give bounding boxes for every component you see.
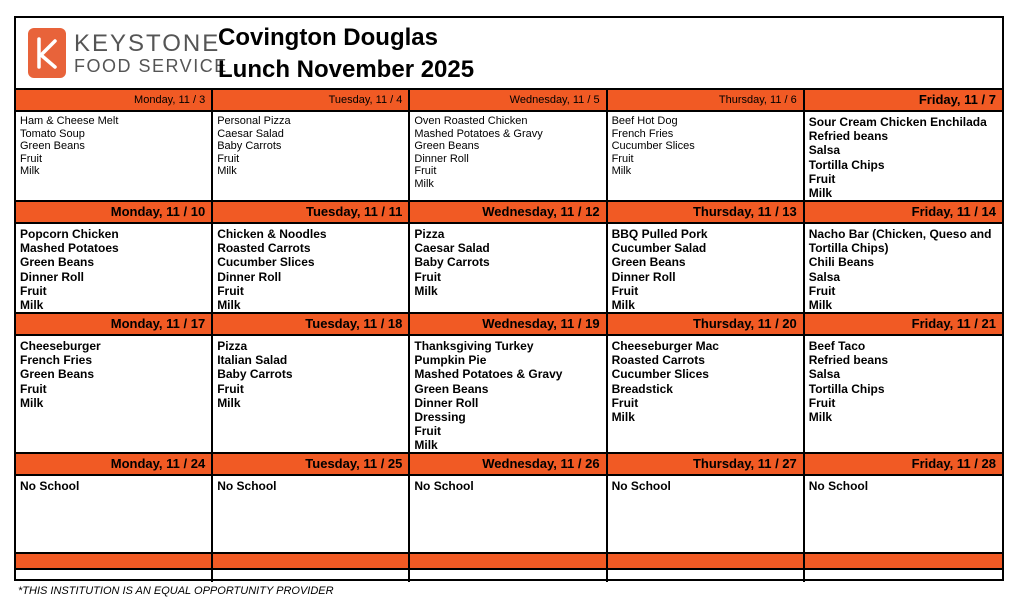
menu-item: Pizza — [414, 227, 445, 241]
day-header: Friday, 11 / 21 — [805, 314, 1002, 336]
day-header: Friday, 11 / 7 — [805, 90, 1002, 112]
day-cell — [608, 202, 805, 312]
day-menu — [16, 112, 211, 200]
school-name: Covington Douglas — [218, 24, 438, 51]
day-menu — [805, 224, 1002, 312]
menu-item: Cucumber Slices — [217, 255, 315, 270]
day-menu — [608, 112, 803, 200]
day-menu — [16, 570, 211, 582]
keystone-logo — [28, 28, 228, 82]
keystone-k-icon — [28, 28, 66, 78]
menu-item: Fruit — [217, 283, 244, 298]
day-header: Wednesday, 11 / 12 — [410, 202, 605, 224]
day-cell — [410, 90, 607, 200]
menu-month: Lunch November 2025 — [218, 56, 475, 83]
week-row — [16, 552, 1002, 582]
menu-item: Mashed Potatoes & Gravy — [414, 367, 563, 382]
menu-item: Milk — [414, 177, 434, 190]
day-header: Tuesday, 11 / 11 — [213, 202, 408, 224]
day-header: Tuesday, 11 / 4 — [213, 90, 408, 112]
menu-item: Sour Cream Chicken Enchilada — [808, 115, 987, 129]
menu-item: Tortilla Chips — [808, 381, 885, 396]
menu-item: Milk — [217, 395, 241, 410]
menu-item: Salsa — [808, 143, 841, 158]
menu-item: Milk — [20, 298, 44, 312]
menu-item: Beef Taco — [808, 339, 866, 353]
menu-item: Cheeseburger — [20, 339, 101, 353]
day-cell — [608, 554, 805, 582]
menu-item: Salsa — [808, 269, 841, 284]
menu-item: Baby Carrots — [217, 367, 293, 382]
menu-header — [16, 18, 1002, 90]
day-menu — [805, 476, 1002, 552]
day-cell — [805, 202, 1002, 312]
day-cell — [16, 90, 213, 200]
menu-item: Fruit — [20, 152, 42, 165]
equal-opportunity-note: *THIS INSTITUTION IS AN EQUAL OPPORTUNITY PROVIDER — [18, 585, 334, 597]
day-menu — [608, 570, 803, 582]
day-cell — [805, 314, 1002, 452]
day-header: Thursday, 11 / 13 — [608, 202, 803, 224]
day-menu — [608, 476, 803, 552]
day-cell — [805, 90, 1002, 200]
menu-item: No School — [20, 479, 80, 493]
menu-item: Milk — [611, 165, 632, 178]
week-row — [16, 200, 1002, 312]
day-menu — [410, 570, 605, 582]
menu-item: Milk — [414, 283, 438, 298]
menu-item: Refried beans — [808, 353, 889, 368]
menu-item: Pumpkin Pie — [414, 353, 487, 368]
day-header: Wednesday, 11 / 19 — [410, 314, 605, 336]
menu-item: Baby Carrots — [414, 255, 490, 270]
menu-item: Popcorn Chicken — [20, 227, 119, 241]
menu-item: Fruit — [808, 171, 836, 186]
menu-item: Dinner Roll — [217, 269, 282, 284]
day-menu — [213, 570, 408, 582]
day-cell — [16, 314, 213, 452]
menu-item: Breadstick — [611, 381, 673, 396]
menu-item: BBQ Pulled Pork — [611, 227, 708, 241]
menu-item: Fruit — [611, 283, 639, 298]
menu-item: Oven Roasted Chicken — [414, 115, 528, 127]
day-menu — [16, 336, 211, 452]
menu-item: Thanksgiving Turkey — [414, 339, 534, 353]
menu-item: Fruit — [20, 283, 47, 298]
menu-item: Chili Beans — [808, 255, 875, 270]
menu-item: Ham & Cheese Melt — [20, 115, 119, 127]
day-menu — [16, 476, 211, 552]
menu-item: Green Beans — [611, 255, 686, 270]
day-menu — [16, 224, 211, 312]
day-header — [805, 554, 1002, 570]
day-menu — [410, 476, 605, 552]
menu-item: Tortilla Chips) — [808, 241, 889, 256]
day-menu — [805, 570, 1002, 582]
day-cell — [16, 202, 213, 312]
day-menu — [213, 112, 408, 200]
menu-item: Fruit — [20, 381, 47, 396]
day-header: Wednesday, 11 / 26 — [410, 454, 605, 476]
menu-item: Caesar Salad — [414, 241, 490, 256]
menu-item: Milk — [217, 298, 241, 312]
day-header: Monday, 11 / 17 — [16, 314, 211, 336]
day-cell — [213, 454, 410, 552]
menu-item: Fruit — [808, 283, 836, 298]
menu-item: Tomato Soup — [20, 127, 85, 140]
day-header: Tuesday, 11 / 18 — [213, 314, 408, 336]
menu-item: Milk — [414, 438, 438, 452]
day-cell — [410, 454, 607, 552]
menu-item: Salsa — [808, 367, 841, 382]
menu-item: Beef Hot Dog — [611, 115, 678, 127]
logo-subtitle: FOOD SERVICE — [74, 56, 228, 76]
menu-item: Fruit — [414, 424, 442, 439]
day-cell — [16, 554, 213, 582]
day-cell — [608, 454, 805, 552]
day-header: Thursday, 11 / 6 — [608, 90, 803, 112]
day-header — [213, 554, 408, 570]
menu-item: Dinner Roll — [414, 395, 479, 410]
menu-item: Milk — [808, 186, 833, 200]
menu-item: Milk — [808, 410, 833, 425]
menu-item: No School — [414, 479, 474, 493]
logo-name: KEYSTONE — [74, 30, 221, 57]
day-cell — [213, 554, 410, 582]
day-cell — [213, 90, 410, 200]
menu-item: Mashed Potatoes & Gravy — [414, 127, 543, 140]
menu-item: Cucumber Slices — [611, 367, 709, 382]
menu-item: Green Beans — [20, 140, 85, 153]
menu-item: Personal Pizza — [217, 115, 291, 127]
menu-item: Mashed Potatoes — [20, 241, 119, 256]
menu-item: Fruit — [414, 269, 442, 284]
day-header: Friday, 11 / 28 — [805, 454, 1002, 476]
menu-item: Green Beans — [414, 140, 480, 153]
day-cell — [410, 554, 607, 582]
menu-item: Cheeseburger Mac — [611, 339, 719, 353]
menu-item: Roasted Carrots — [217, 241, 311, 256]
menu-item: Fruit — [611, 395, 639, 410]
day-cell — [805, 554, 1002, 582]
day-menu — [213, 336, 408, 452]
menu-item: Fruit — [611, 152, 634, 165]
menu-title — [218, 22, 474, 86]
week-row — [16, 90, 1002, 200]
day-menu — [410, 336, 605, 452]
day-cell — [608, 90, 805, 200]
menu-item: Milk — [20, 395, 44, 410]
menu-calendar — [16, 90, 1002, 582]
menu-item: Fruit — [808, 395, 836, 410]
menu-item: Italian Salad — [217, 353, 288, 368]
week-row — [16, 452, 1002, 552]
day-header: Friday, 11 / 14 — [805, 202, 1002, 224]
week-row — [16, 312, 1002, 452]
menu-item: Fruit — [414, 165, 437, 178]
day-menu — [805, 336, 1002, 452]
day-cell — [410, 314, 607, 452]
menu-item: Green Beans — [414, 381, 489, 396]
menu-item: Milk — [20, 165, 40, 178]
menu-item: Fruit — [217, 152, 240, 165]
menu-item: Green Beans — [20, 367, 95, 382]
menu-item: Fruit — [217, 381, 244, 396]
day-header: Thursday, 11 / 27 — [608, 454, 803, 476]
day-header: Thursday, 11 / 20 — [608, 314, 803, 336]
menu-frame — [14, 16, 1004, 581]
menu-item: Pizza — [217, 339, 248, 353]
menu-item: Chicken & Noodles — [217, 227, 327, 241]
day-cell — [608, 314, 805, 452]
menu-item: Dinner Roll — [20, 269, 85, 284]
day-header — [608, 554, 803, 570]
day-menu — [410, 112, 605, 200]
day-cell — [410, 202, 607, 312]
menu-item: Milk — [217, 165, 237, 178]
menu-item: Milk — [808, 298, 833, 312]
day-menu — [608, 336, 803, 452]
day-header: Monday, 11 / 24 — [16, 454, 211, 476]
day-cell — [213, 314, 410, 452]
menu-item: Milk — [611, 298, 635, 312]
day-header — [410, 554, 605, 570]
day-menu — [410, 224, 605, 312]
menu-item: Milk — [611, 410, 635, 425]
menu-item: Nacho Bar (Chicken, Queso and — [808, 227, 992, 241]
day-cell — [213, 202, 410, 312]
day-menu — [213, 224, 408, 312]
menu-item: Dinner Roll — [414, 152, 469, 165]
day-cell — [16, 454, 213, 552]
day-header — [16, 554, 211, 570]
menu-item: French Fries — [20, 353, 93, 368]
menu-item: Tortilla Chips — [808, 157, 885, 172]
day-cell — [805, 454, 1002, 552]
menu-item: Dinner Roll — [611, 269, 676, 284]
day-header: Monday, 11 / 3 — [16, 90, 211, 112]
menu-item: Roasted Carrots — [611, 353, 705, 368]
day-header: Wednesday, 11 / 5 — [410, 90, 605, 112]
menu-item: Baby Carrots — [217, 140, 282, 153]
menu-item: No School — [217, 479, 277, 493]
menu-item: French Fries — [611, 127, 674, 140]
day-menu — [805, 112, 1002, 200]
day-menu — [608, 224, 803, 312]
day-menu — [213, 476, 408, 552]
menu-item: No School — [808, 479, 869, 493]
menu-item: No School — [611, 479, 671, 493]
menu-item: Caesar Salad — [217, 127, 284, 140]
menu-item: Dressing — [414, 410, 466, 425]
day-header: Monday, 11 / 10 — [16, 202, 211, 224]
menu-item: Green Beans — [20, 255, 95, 270]
menu-item: Refried beans — [808, 129, 889, 144]
menu-item: Cucumber Salad — [611, 241, 707, 256]
menu-item: Cucumber Slices — [611, 140, 695, 153]
day-header: Tuesday, 11 / 25 — [213, 454, 408, 476]
